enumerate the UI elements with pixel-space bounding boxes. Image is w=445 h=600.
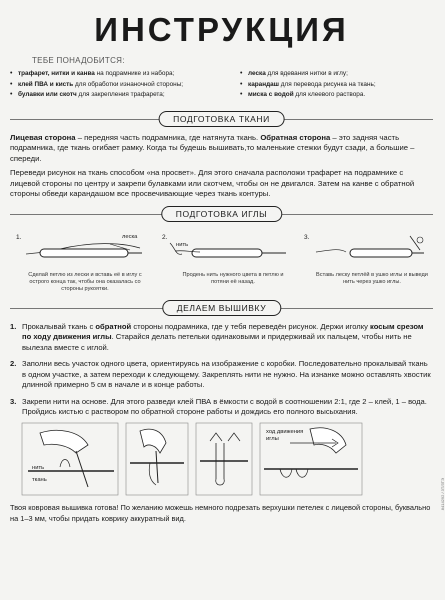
materials-heading: ТЕБЕ ПОНАДОБИТСЯ: [32,56,125,65]
final-note: Твоя ковровая вышивка готова! По желанию можешь немного подрезать верхушки петелек с лицевой стороны, буквально на 1–3 мм, чтобы придать коврику аккуратный вид. [10,503,431,523]
step-text: Заполни весь участок одного цвета, ориентируясь на изображение с коробки. Последовательно прокалывай ткань в одном участке, а затем переходи к следующему. Закреплять нити не нужно. На изнанке можно оставлять хвостик длинной примерно 5 см в начале и в конце работы. [22,359,431,390]
label-needle-direction: ход движения иглы [266,429,304,442]
material-item: • булавки или скотч для закрепления трафарета; [10,90,238,101]
materials-column-right [240,69,426,101]
needle-step-number: 3. [304,234,310,242]
fabric-transfer-paragraph: Переведи рисунок на ткань способом «на просвет». Для этого сначала расположи трафарет на подрамнике с лицевой стороны по центру и закрепи булавками или скотчем, чтобы он не двигался. Затем на канве с обратной стороны обведи карандашом все просвечивающие через ткань контуры. [10,168,415,199]
materials-list [10,69,433,101]
needle-step-number: 2. [162,234,168,242]
step-number: 2. [10,359,17,369]
label-thread: нить [176,242,189,249]
fabric-sides-paragraph: Лицевая сторона – передняя часть подрамника, где натянута ткань. Обратная сторона – это задняя часть подрамника, где ткань огибает рамку. Когда ты будешь вышивать,то маленькие стежки будут сзади, а большие – спереди. [10,132,415,163]
panel-finger-loops [126,423,188,495]
step-number: 1. [10,322,17,332]
embroidery-step-1 [10,322,433,353]
needle-step-number: 1. [16,234,22,242]
section-header-needle [10,206,433,222]
material-item: • миска с водой для клеевого раствора. [240,90,426,101]
section-header-fabric [10,111,433,127]
material-item: • карандаш для перевода рисунка на ткань; [240,80,426,91]
needle-step1-caption: Сделай петлю из лески и вставь её в иглу с острого конца так, чтобы она оказалась со стороны рукоятки. [28,272,142,293]
material-item: • леска для вдевания нитки в иглу; [240,69,426,80]
needle-steps-illustration [10,228,433,298]
page-title: ИНСТРУКЦИЯ [94,11,349,48]
embroidery-step-2 [10,359,433,390]
panel-hand-needle [22,423,118,495]
product-code: 8414292 / 3Т/3ТЭ [440,478,445,511]
panel-loop-arrows [196,423,252,495]
embroidery-illustrations [10,423,433,497]
embroidery-step-3 [10,397,433,418]
label-fabric: ткань [32,477,47,484]
step-number: 3. [10,396,17,406]
section-title: ПОДГОТОВКА ТКАНИ [158,111,285,127]
step-text: Закрепи нити на основе. Для этого разведи клей ПВА в ёмкости с водой в соотношении 2:1, где 2 – клей, 1 – вода. Пройдись кистью с раствором по обратной стороне работы и дождись его полного высыхания. [22,396,427,416]
needle-step2-caption: Продень нить нужного цвета в петлю и потяни её назад. [182,272,284,286]
embroidery-diagram [10,423,433,497]
material-item: • трафарет, нитки и канва на подрамнике из набора; [10,69,238,80]
material-item: • клей ПВА и кисть для обработки изнаночной стороны; [10,80,238,91]
label-fishing-line: леска [122,234,138,241]
label-thread: нить [32,465,45,472]
materials-column-left [10,69,238,101]
needle-step1-drawing [26,244,142,257]
section-header-embroidery [10,300,433,316]
needle-step3-drawing [316,236,424,257]
step-text: Прокалывай ткань с обратной стороны подрамника, где у тебя переведён рисунок. Держи иголку косым срезом по ходу движения иглы. Старайся делать петельки одинаковыми и придерживай их пальцем, чтобы нить не вылезла вместе с иглой. [22,322,424,352]
section-title: ДЕЛАЕМ ВЫШИВКУ [162,300,281,316]
section-title: ПОДГОТОВКА ИГЛЫ [161,206,282,222]
needle-diagram [10,228,433,274]
needle-step3-caption: Вставь леску петлёй в ушко иглы и выведи нить через ушко иглы. [316,272,428,286]
